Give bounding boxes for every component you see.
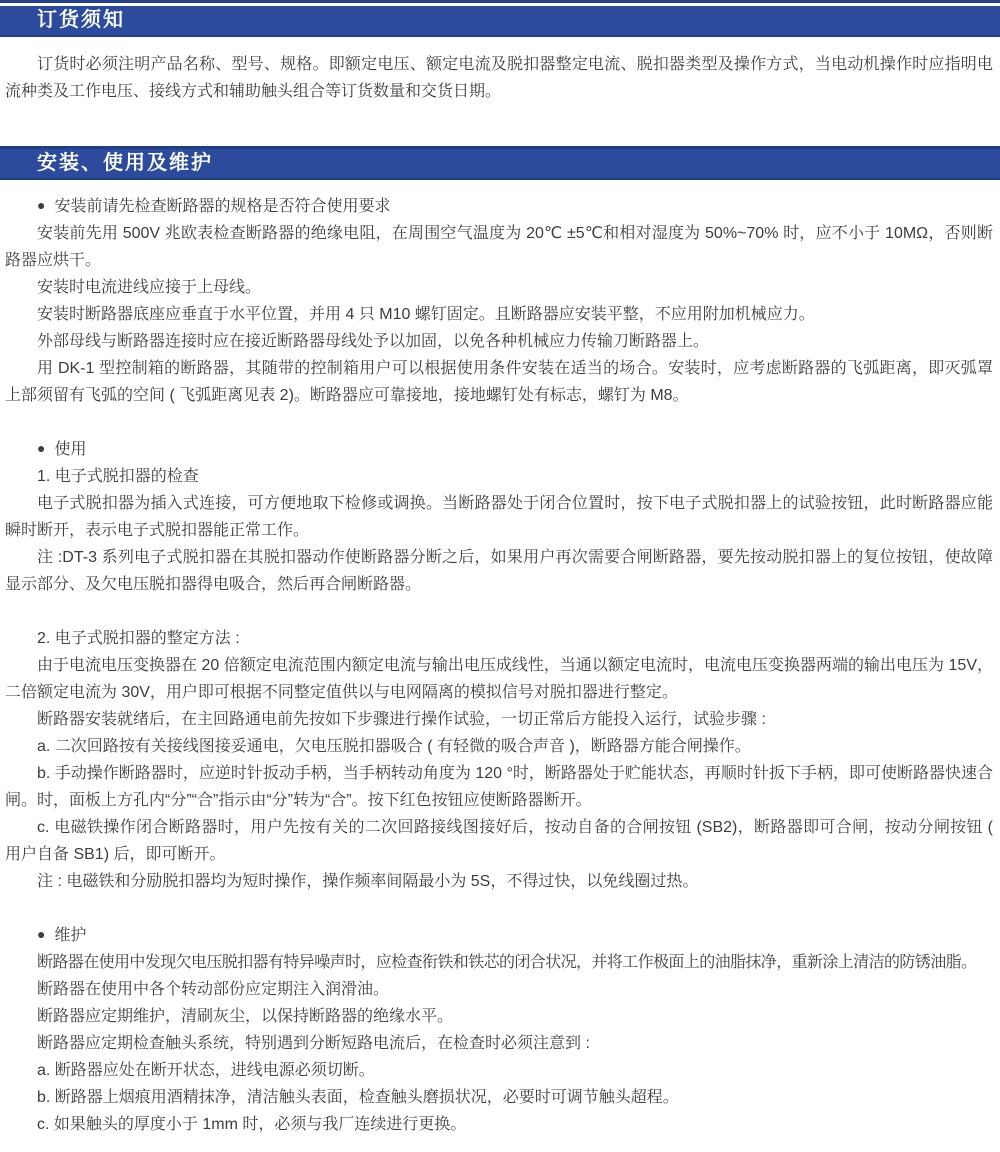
maintain-heading <box>5 922 993 949</box>
use-subheading-2: 2. 电子式脱扣器的整定方法 : <box>37 630 240 647</box>
install-paragraph: 安装时断路器底座应垂直于水平位置，并用 4 只 M10 螺钉固定。且断路器应安装平整，不应用附加机械应力。 <box>37 306 815 323</box>
maintain-step-c: c. 如果触头的厚度小于 1mm 时，必须与我厂连续进行更换。 <box>37 1116 467 1133</box>
maintain-paragraph: 断路器应定期维护，清刷灰尘，以保持断路器的绝缘水平。 <box>37 1008 454 1025</box>
install-check-heading <box>5 193 993 220</box>
maintain-paragraph: 断路器在使用中发现欠电压脱扣器有特异噪声时，应检查衔铁和铁芯的闭合状况，并将工作极面上的油脂抹净，重新涂上清洁的防锈油脂。 <box>37 954 977 971</box>
section-header-ordering <box>0 6 1000 37</box>
bullet-icon: ● <box>37 197 46 213</box>
section-title-ordering: 订货须知 <box>37 9 125 31</box>
use-heading-label: 使用 <box>54 441 87 458</box>
use-note-paragraph: 注 : 电磁铁和分励脱扣器均为短时操作，操作频率间隔最小为 5S，不得过快，以免线圈过热。 <box>37 873 699 890</box>
install-use-maintain-body <box>5 180 993 1138</box>
bullet-icon: ● <box>37 926 46 942</box>
use-paragraph: 由于电流电压变换器在 20 倍额定电流范围内额定电流与输出电压成线性，当通以额定电流时，电流电压变换器两端的输出电压为 15V，二倍额定电流为 30V，用户即可根据不同整定值供以与电网隔离的模拟信号对脱扣器进行整定。 <box>5 657 993 701</box>
use-step-a: a. 二次回路按有关接线图接妥通电，欠电压脱扣器吸合 ( 有轻微的吸合声音 )，断路器方能合闸操作。 <box>37 738 751 755</box>
section-title-install-use-maintain: 安装、使用及维护 <box>37 152 213 174</box>
use-step-b: b. 手动操作断路器时，应逆时针扳动手柄，当手柄转动角度为 120 °时，断路器处于贮能状态，再顺时针扳下手柄，即可使断路器快速合闸。时，面板上方孔内“分”“合”指示由“分”转为“合”。按下红色按钮应使断路器断开。 <box>5 765 993 809</box>
install-paragraph: 安装前先用 500V 兆欧表检查断路器的绝缘电阻，在周围空气温度为 20℃ ±5℃和相对湿度为 50%~70% 时，应不小于 10MΩ，否则断路器应烘干。 <box>5 225 993 269</box>
ordering-paragraph: 订货时必须注明产品名称、型号、规格。即额定电压、额定电流及脱扣器整定电流、脱扣器类型及操作方式，当电动机操作时应指明电流种类及工作电压、接线方式和辅助触头组合等订货数量和交货日期。 <box>5 56 993 100</box>
install-paragraph: 安装时电流进线应接于上母线。 <box>37 279 262 296</box>
maintain-step-a: a. 断路器应处在断开状态，进线电源必须切断。 <box>37 1062 375 1079</box>
maintain-paragraph: 断路器应定期检查触头系统，特别遇到分断短路电流后，在检查时必须注意到 : <box>37 1035 590 1052</box>
use-paragraph: 电子式脱扣器为插入式连接，可方便地取下检修或调换。当断路器处于闭合位置时，按下电子式脱扣器上的试验按钮，此时断路器应能瞬时断开，表示电子式脱扣器能正常工作。 <box>5 495 993 539</box>
use-step-c: c. 电磁铁操作闭合断路器时，用户先按有关的二次回路接线图接好后，按动自备的合闸按钮 (SB2)，断路器即可合闸，按动分闸按钮 ( 用户自备 SB1) 后，即可断开。 <box>5 819 993 863</box>
section-header-install-use-maintain <box>0 146 1000 180</box>
page-top-rule <box>0 0 1000 3</box>
use-paragraph: 断路器安装就绪后，在主回路通电前先按如下步骤进行操作试验，一切正常后方能投入运行，试验步骤 : <box>37 711 766 728</box>
maintain-step-b: b. 断路器上烟痕用酒精抹净，清洁触头表面，检查触头磨损状况，必要时可调节触头超程。 <box>37 1089 679 1106</box>
ordering-section-body <box>5 37 993 105</box>
use-heading <box>5 436 993 463</box>
maintain-paragraph: 断路器在使用中各个转动部份应定期注入润滑油。 <box>37 981 390 998</box>
install-paragraph: 外部母线与断路器连接时应在接近断路器母线处予以加固，以免各种机械应力传输刀断路器上。 <box>37 333 710 350</box>
install-paragraph: 用 DK-1 型控制箱的断路器，其随带的控制箱用户可以根据使用条件安装在适当的场合。安装时，应考虑断路器的飞弧距离，即灭弧罩上部须留有飞弧的空间 ( 飞弧距离见表 2)。断路器应可靠接地，接地螺钉处有标志，螺钉为 M8。 <box>5 360 993 404</box>
bullet-icon: ● <box>37 440 46 456</box>
use-note-paragraph: 注 :DT-3 系列电子式脱扣器在其脱扣器动作使断路器分断之后，如果用户再次需要合闸断路器，要先按动脱扣器上的复位按钮，使故障显示部分、及欠电压脱扣器得电吸合，然后再合闸断路器。 <box>5 549 993 593</box>
install-check-heading-label: 安装前请先检查断路器的规格是否符合使用要求 <box>54 198 391 215</box>
use-subheading-1: 1. 电子式脱扣器的检查 <box>37 468 199 485</box>
maintain-heading-label: 维护 <box>54 927 87 944</box>
